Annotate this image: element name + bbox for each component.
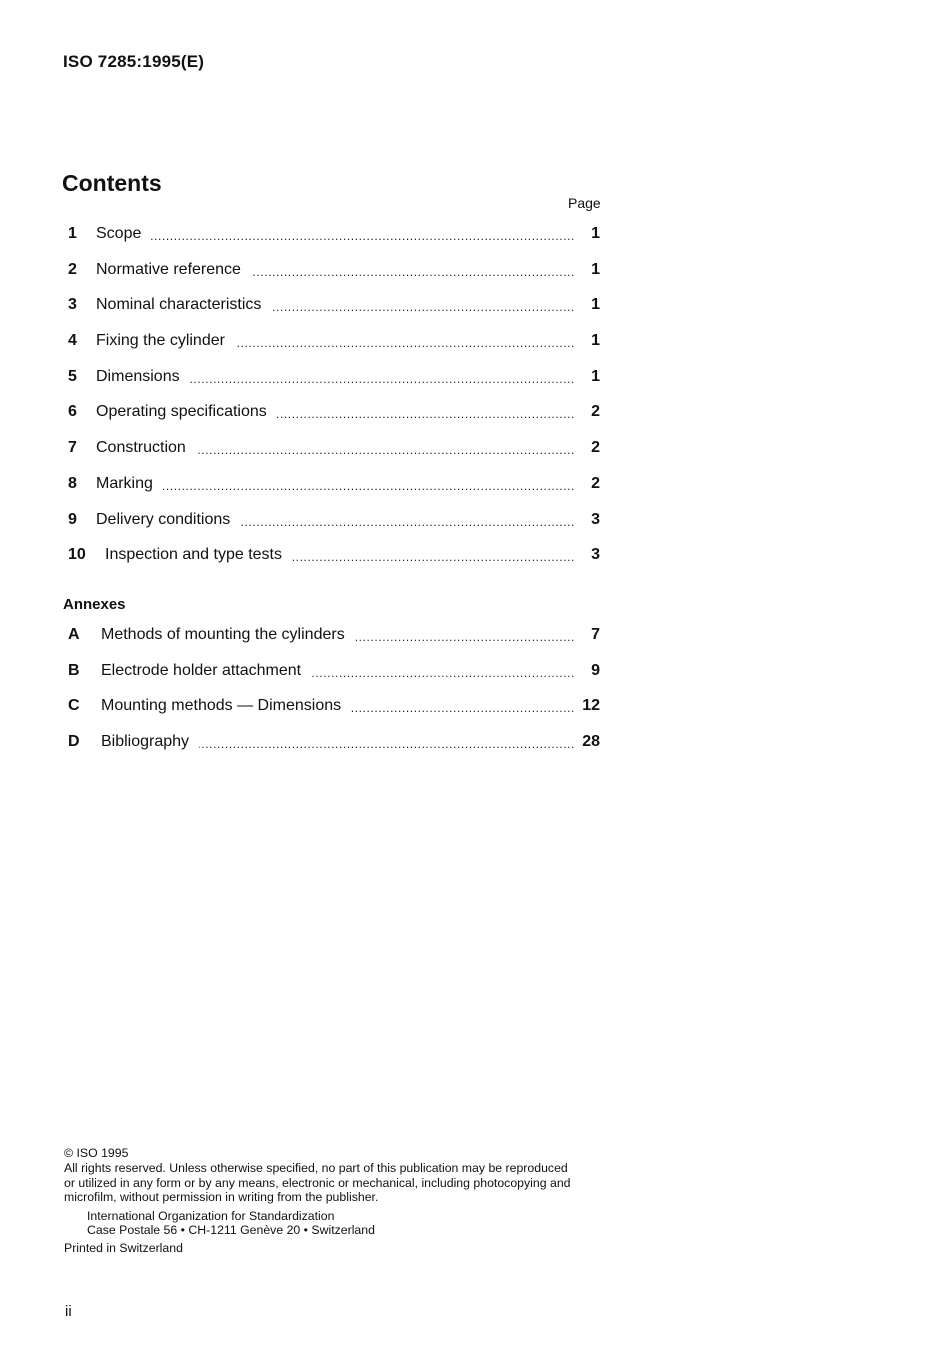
organization-address: Case Postale 56 • CH-1211 Genève 20 • Switzerland (87, 1223, 375, 1238)
toc-annex-title: Mounting methods — Dimensions (101, 697, 342, 715)
toc-annex-page: 28 (582, 733, 600, 751)
toc-annex-letter: D (68, 733, 80, 751)
toc-entry-page: 1 (591, 260, 600, 278)
dot-leader (235, 332, 575, 350)
contents-title: Contents (62, 170, 162, 196)
toc-annex-letter: B (68, 661, 80, 679)
toc-entry-number: 2 (68, 260, 77, 278)
toc-entry-number: 9 (68, 510, 77, 528)
toc-entry-title: Fixing the cylinder (96, 332, 225, 350)
toc-entry-page: 2 (591, 474, 600, 492)
toc-entry-number: 4 (68, 332, 77, 350)
rights-text-line: All rights reserved. Unless otherwise specified, no part of this publication may be reproduced (64, 1161, 568, 1176)
toc-annex-title: Methods of mounting the cylinders (101, 626, 345, 643)
toc-annex-page: 9 (591, 661, 600, 679)
dot-leader (151, 225, 575, 243)
dot-leader (355, 626, 575, 644)
toc-entry[interactable] (68, 261, 600, 297)
rights-text-line: microfilm, without permission in writing from the publisher. (64, 1190, 379, 1205)
document-code: ISO 7285:1995(E) (63, 52, 205, 71)
toc-entry[interactable] (68, 225, 600, 261)
toc-entry-title: Construction (96, 439, 186, 457)
toc-annex-page: 12 (582, 697, 600, 715)
toc-entry[interactable] (68, 368, 600, 404)
toc-annex-entry[interactable] (68, 697, 600, 733)
rights-text-line: or utilized in any form or by any means, electronic or mechanical, including photocopying and (64, 1175, 571, 1190)
dot-leader (311, 662, 575, 680)
toc-entry-number: 10 (68, 546, 86, 564)
dot-leader (351, 697, 575, 715)
toc-entry-title: Operating specifications (96, 403, 267, 421)
toc-entry-number: 3 (68, 296, 77, 314)
toc-annex-entry[interactable] (68, 733, 600, 769)
printed-location: Printed in Switzerland (64, 1241, 183, 1256)
toc-entry[interactable] (68, 439, 600, 475)
toc-entry[interactable] (68, 296, 600, 332)
toc-entry-title: Delivery conditions (96, 510, 231, 528)
toc-entry[interactable] (68, 546, 600, 582)
toc-entry-page: 1 (591, 332, 600, 350)
toc-entry-title: Normative reference (96, 260, 241, 278)
toc-entry-page: 3 (591, 546, 600, 564)
toc-entry-number: 1 (68, 225, 77, 242)
dot-leader (292, 546, 575, 564)
toc-entry-number: 8 (68, 474, 77, 492)
toc-entry-title: Scope (96, 225, 142, 242)
toc-entry-title: Inspection and type tests (105, 546, 282, 564)
toc-annex-list (68, 626, 600, 769)
toc-entry-page: 1 (591, 296, 600, 314)
organization-name: International Organization for Standardization (87, 1208, 335, 1223)
toc-entry[interactable] (68, 332, 600, 368)
toc-entry-number: 7 (68, 439, 77, 457)
toc-entry-number: 6 (68, 403, 77, 421)
dot-leader (196, 439, 575, 457)
toc-entry-title: Marking (96, 474, 153, 492)
toc-annex-letter: A (68, 626, 80, 643)
dot-leader (163, 475, 575, 493)
toc-entry[interactable] (68, 475, 600, 511)
copyright-block (64, 1146, 604, 1256)
toc-entry-page: 3 (591, 510, 600, 528)
toc-entry-page: 1 (591, 367, 600, 385)
toc-entry-title: Dimensions (96, 367, 180, 385)
toc-annex-title: Bibliography (101, 733, 190, 751)
toc-annex-entry[interactable] (68, 626, 600, 662)
dot-leader (240, 511, 575, 529)
toc-entry-page: 1 (591, 225, 600, 242)
copyright-line: © ISO 1995 (64, 1146, 129, 1160)
annexes-heading: Annexes (63, 596, 126, 613)
dot-leader (199, 733, 575, 751)
toc-annex-page: 7 (591, 626, 600, 643)
toc-annex-letter: C (68, 697, 80, 715)
toc-annex-title: Electrode holder attachment (101, 661, 302, 679)
page-number: ii (65, 1303, 72, 1320)
toc-entry-page: 2 (591, 439, 600, 457)
toc-entry-page: 2 (591, 403, 600, 421)
toc-entry-number: 5 (68, 367, 77, 385)
toc-entry[interactable] (68, 403, 600, 439)
toc-entry-title: Nominal characteristics (96, 296, 262, 314)
toc-entry[interactable] (68, 511, 600, 547)
toc-main-list (68, 225, 600, 582)
page-column-label: Page (568, 195, 601, 211)
dot-leader (190, 368, 575, 386)
toc-annex-entry[interactable] (68, 662, 600, 698)
dot-leader (271, 296, 575, 314)
dot-leader (277, 403, 575, 421)
dot-leader (251, 261, 575, 279)
